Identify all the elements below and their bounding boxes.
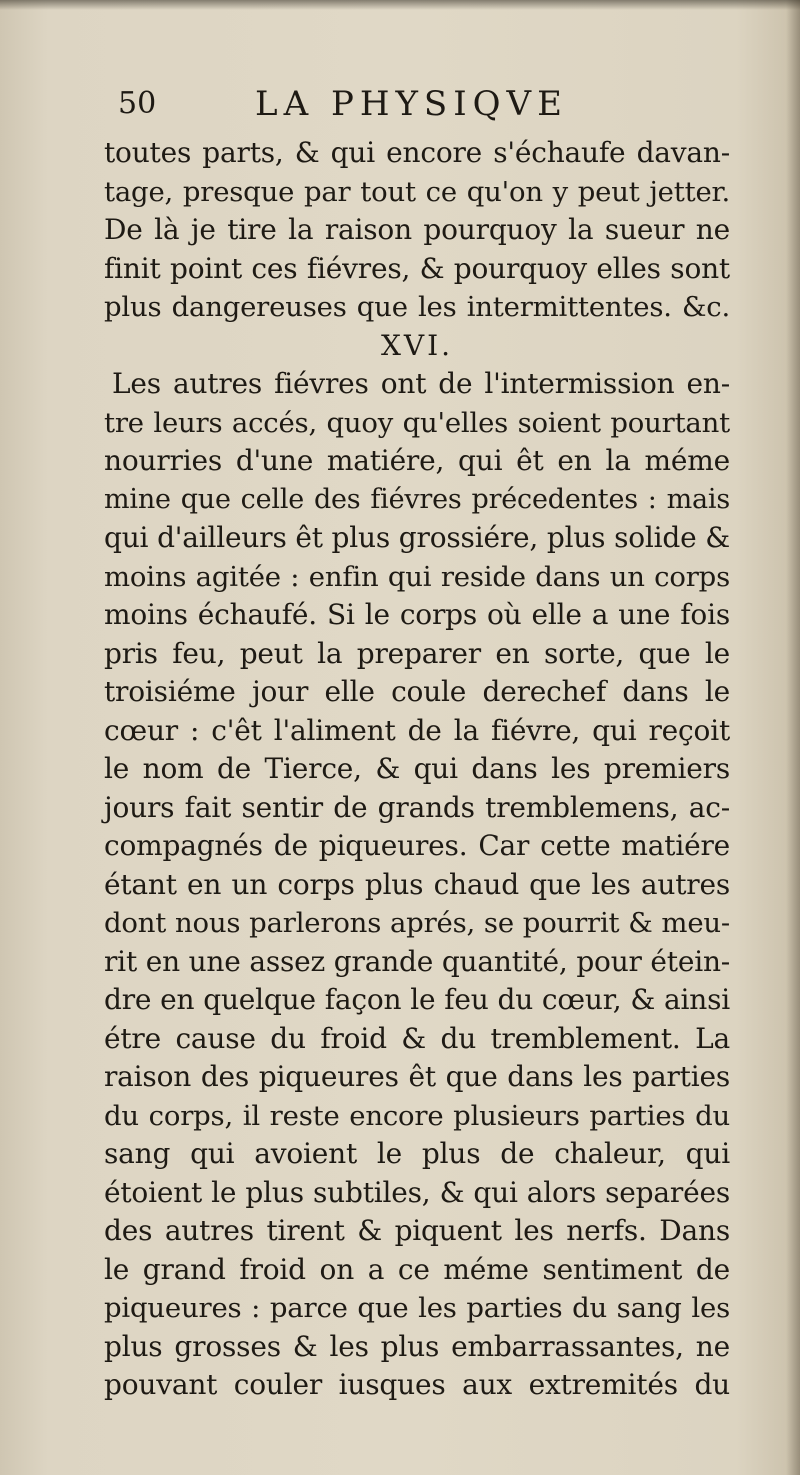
text-line: rit en une assez grande quantité, pour étein- (104, 944, 731, 978)
text-line: pris feu, peut la preparer en sorte, que le (104, 636, 730, 670)
text-line: nourries d'une matiére, qui êt en la méme (104, 444, 730, 477)
text-line: étant en un corps plus chaud que les autres (104, 867, 730, 901)
text-line: plus grosses & les plus embarrassantes, ne (104, 1329, 730, 1363)
text-line: Les autres fiévres ont de l'intermission en- (112, 367, 730, 400)
page-shadow-top (0, 0, 800, 10)
text-line: plus dangereuses que les intermittentes. &c. (104, 291, 730, 323)
text-line: qui d'ailleurs êt plus grossiére, plus solide & (104, 521, 730, 554)
text-line: tage, presque par tout ce qu'on y peut jetter. (104, 175, 730, 208)
text-line: moins agitée : enfin qui reside dans un corps (104, 560, 730, 593)
text-line: pouvant couler iusques aux extremités du (104, 1368, 730, 1401)
page-shadow-right (786, 0, 800, 1475)
text-line: compagnés de piqueures. Car cette matiére (104, 829, 730, 862)
text-line: dre en quelque façon le feu du cœur, & ainsi (104, 983, 730, 1016)
text-line: le nom de Tierce, & qui dans les premiers (104, 752, 730, 785)
text-line: De là je tire la raison pourquoy la sueur ne (104, 213, 730, 246)
text-line: étre cause du froid & du tremblement. La (104, 1021, 730, 1055)
text-line: dont nous parlerons aprés, se pourrit & meu- (104, 907, 730, 939)
body-text (104, 134, 730, 1405)
section-heading: XVI. (380, 328, 454, 362)
text-line: cœur : c'êt l'aliment de la fiévre, qui reçoit (104, 713, 730, 747)
text-line: des autres tirent & piquent les nerfs. Dans (104, 1214, 730, 1247)
text-line: troisiéme jour elle coule derechef dans le (104, 675, 730, 708)
text-line: finit point ces fiévres, & pourquoy elles sont (104, 251, 730, 285)
text-line: raison des piqueures êt que dans les parties (104, 1060, 730, 1093)
text-line: moins échaufé. Si le corps où elle a une fois (104, 598, 730, 631)
text-line: toutes parts, & qui encore s'échaufe davan- (104, 136, 730, 169)
text-line: étoient le plus subtiles, & qui alors separées (104, 1175, 730, 1209)
text-line: tre leurs accés, quoy qu'elles soient pourtant (104, 406, 730, 439)
text-line: sang qui avoient le plus de chaleur, qui (104, 1137, 730, 1170)
text-line: piqueures : parce que les parties du sang les (104, 1292, 730, 1324)
running-head (110, 84, 730, 128)
text-line: du corps, il reste encore plusieurs parties du (104, 1099, 730, 1132)
text-line: jours fait sentir de grands tremblemens, ac- (104, 790, 730, 824)
running-head-title: LA PHYSIQVE (255, 84, 568, 124)
text-line: mine que celle des fiévres précedentes : mais (104, 483, 730, 515)
text-line: le grand froid on a ce méme sentiment de (104, 1252, 730, 1286)
page-number: 50 (118, 86, 157, 121)
